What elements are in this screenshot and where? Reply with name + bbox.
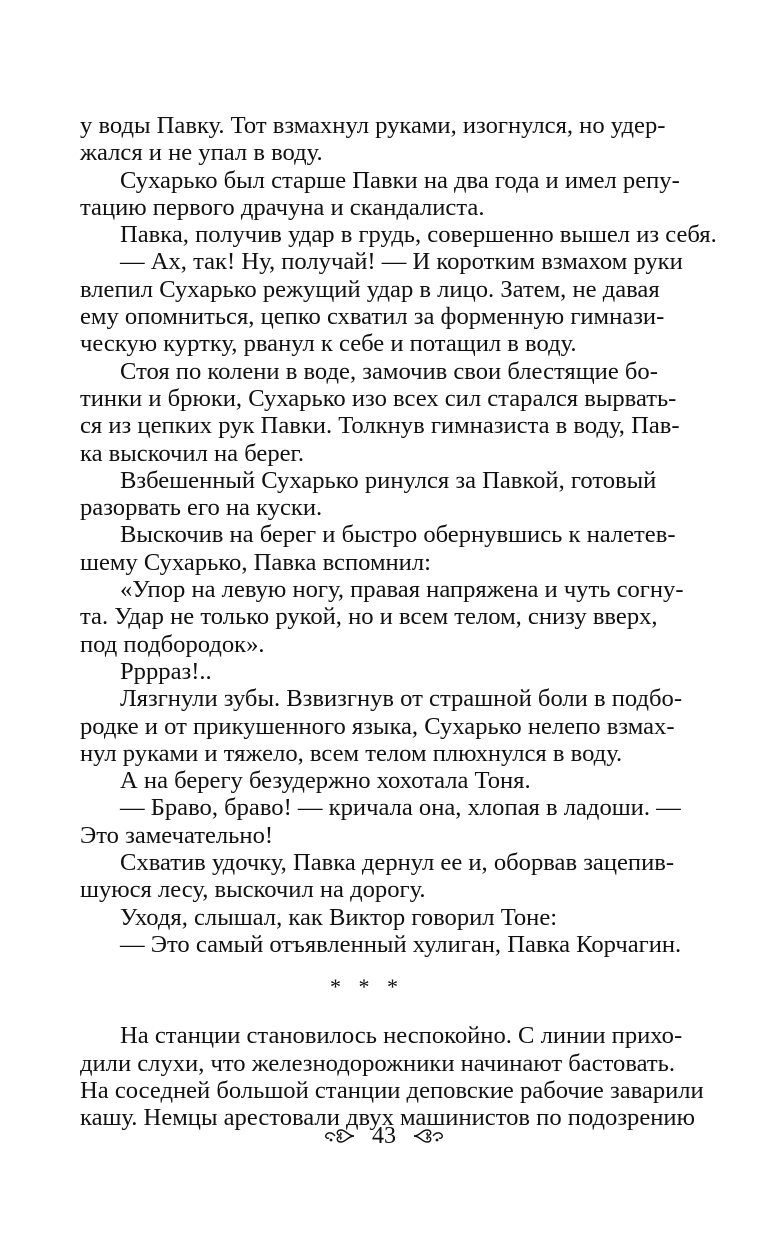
- text-line: кашу. Немцы арестовали двух машинистов по подозрению: [80, 1104, 695, 1132]
- text-line: жался и не упал в воду.: [80, 139, 323, 167]
- text-line: «Упор на левую ногу, правая напряжена и чуть согну-: [120, 576, 684, 604]
- page-body: [80, 112, 717, 1132]
- text-line: шему Сухарько, Павка вспомнил:: [80, 548, 431, 576]
- text-line: шуюся лесу, выскочил на дорогу.: [80, 876, 426, 904]
- text-line: На станции становилось неспокойно. С линии прихо-: [120, 1022, 683, 1050]
- text-line: Уходя, слышал, как Виктор говорил Тоне:: [120, 903, 558, 931]
- page-number: 43: [372, 1123, 396, 1150]
- text-line: — Браво, браво! — кричала она, хлопая в ладоши. —: [120, 794, 681, 822]
- text-line: Схватив удочку, Павка дернул ее и, оборвав зацепив-: [120, 849, 675, 877]
- text-line: Это замечательно!: [80, 821, 274, 849]
- text-line: ка выскочил на берег.: [80, 439, 305, 467]
- text-line: ся из цепких рук Павки. Толкнув гимназиста в воду, Пав-: [80, 412, 680, 440]
- text-line: Сухарько был старше Павки на два года и имел репу-: [120, 166, 680, 194]
- text-line: тацию первого драчуна и скандалиста.: [80, 193, 485, 221]
- text-line: нул руками и тяжело, всем телом плюхнулся в воду.: [80, 739, 623, 767]
- text-after-break: [80, 1022, 704, 1132]
- text-line: Стоя по колени в воде, замочив свои блестящие бо-: [120, 357, 658, 385]
- text-line: дили слухи, что железнодорожники начинают бастовать.: [80, 1049, 676, 1077]
- text-line: у воды Павку. Тот взмахнул руками, изогнулся, но удер-: [80, 112, 666, 139]
- text-before-break: [80, 112, 717, 958]
- text-line: Лязгнули зубы. Взвизгнув от страшной боли в подбо-: [120, 685, 683, 713]
- text-line: Взбешенный Сухарько ринулся за Павкой, готовый: [120, 466, 657, 494]
- text-line: На соседней большой станции деповские рабочие заварили: [80, 1076, 704, 1104]
- text-line: Выскочив на берег и быстро обернувшись к налетев-: [120, 521, 676, 549]
- text-line: Ррррaз!..: [120, 657, 212, 685]
- text-line: — Ах, так! Ну, получай! — И коротким взмахом руки: [120, 248, 683, 276]
- text-line: под подбородок».: [80, 630, 265, 658]
- text-line: — Это самый отъявленный хулиган, Павка Корчагин.: [120, 930, 682, 958]
- section-break: * * *: [330, 974, 404, 1000]
- page-footer: [0, 1120, 768, 1151]
- text-line: влепил Сухарько режущий удар в лицо. Затем, не давая: [80, 275, 660, 303]
- left-fleuron-icon: [322, 1126, 356, 1146]
- text-line: ему опомниться, цепко схватил за форменную гимнази-: [80, 303, 665, 331]
- text-line: ческую куртку, рванул к себе и потащил в воду.: [80, 330, 577, 358]
- text-line: та. Удар не только рукой, но и всем телом, снизу вверх,: [80, 603, 658, 631]
- right-fleuron-icon: [412, 1126, 446, 1146]
- text-line: разорвать его на куски.: [80, 494, 323, 522]
- text-line: тинки и брюки, Сухарько изо всех сил старался вырвать-: [80, 384, 677, 412]
- text-line: Павка, получив удар в грудь, совершенно вышел из себя.: [120, 221, 717, 249]
- text-line: родке и от прикушенного языка, Сухарько нелепо взмах-: [80, 712, 675, 740]
- text-line: А на берегу безудержно хохотала Тоня.: [120, 767, 531, 795]
